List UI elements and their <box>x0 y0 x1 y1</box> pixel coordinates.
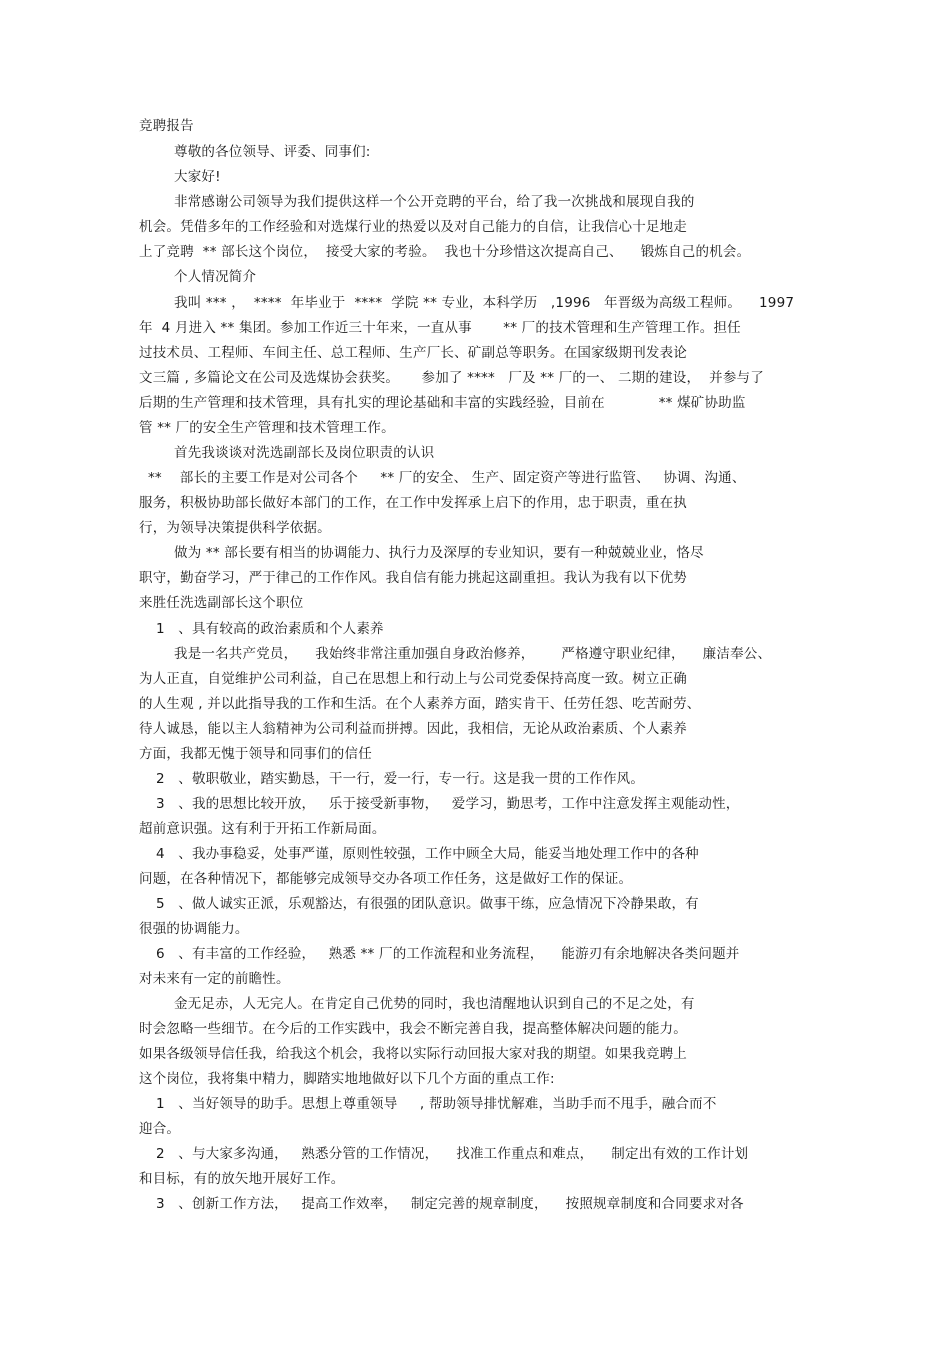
paragraph-line: 时会忽略一些细节。在今后的工作实践中，我会不断完善自我，提高整体解决问题的能力。 <box>139 1021 687 1037</box>
paragraph-line: 来胜任洗选副部长这个职位 <box>139 595 304 611</box>
paragraph-line: 服务，积极协助部长做好本部门的工作，在工作中发挥承上启下的作用，忠于职责，重在执 <box>139 495 687 511</box>
paragraph-line: 和目标，有的放矢地开展好工作。 <box>139 1171 345 1187</box>
list-item: 1 、当好领导的助手。思想上尊重领导 , 帮助领导排忧解难，当助手而不甩手，融合而不 <box>147 1096 717 1112</box>
document-title: 竞聘报告 <box>139 118 194 134</box>
paragraph-line: 我是一名共产党员， 我始终非常注重加强自身政治修养， 严格遵守职业纪律， 廉洁奉公、 <box>174 646 772 662</box>
section-heading: 个人情况简介 <box>174 269 257 285</box>
list-item: 4 、我办事稳妥，处事严谨，原则性较强，工作中顾全大局，能妥当地处理工作中的各种 <box>147 846 699 862</box>
paragraph-line: 行，为领导决策提供科学依据。 <box>139 520 331 536</box>
paragraph-line: 对未来有一定的前瞻性。 <box>139 971 290 987</box>
list-item: 2 、与大家多沟通， 熟悉分管的工作情况， 找准工作重点和难点， 制定出有效的工作计划 <box>147 1146 749 1162</box>
paragraph-line: 金无足赤，人无完人。在肯定自己优势的同时，我也清醒地认识到自己的不足之处，有 <box>174 996 695 1012</box>
greeting-line: 大家好! <box>174 169 221 185</box>
paragraph-line: 为人正直，自觉维护公司利益，自己在思想上和行动上与公司党委保持高度一致。树立正确 <box>139 671 687 687</box>
paragraph-line: 问题，在各种情况下，都能够完成领导交办各项工作任务，这是做好工作的保证。 <box>139 871 633 887</box>
paragraph-line: 方面，我都无愧于领导和同事们的信任 <box>139 746 372 762</box>
paragraph-line: 超前意识强。这有利于开拓工作新局面。 <box>139 821 386 837</box>
paragraph-line: 文三篇 , 多篇论文在公司及选煤协会获奖。 参加了 **** 厂及 ** 厂的一、 二期的建设， 并参与了 <box>139 370 764 386</box>
paragraph-line: 迎合。 <box>139 1121 181 1137</box>
list-item: 5 、做人诚实正派，乐观豁达，有很强的团队意识。做事干练，应急情况下冷静果敢，有 <box>147 896 699 912</box>
paragraph-line: 如果各级领导信任我，给我这个机会，我将以实际行动回报大家对我的期望。如果我竞聘上 <box>139 1046 687 1062</box>
paragraph-line: 上了竞聘 ** 部长这个岗位， 接受大家的考验。 我也十分珍惜这次提高自己、 锻炼自己的机会。 <box>139 244 751 260</box>
paragraph-line: ** 部长的主要工作是对公司各个 ** 厂的安全、 生产、固定资产等进行监管、 协调、沟通、 <box>139 470 746 486</box>
paragraph-line: 很强的协调能力。 <box>139 921 249 937</box>
list-item: 2 、敬职敬业，踏实勤恳，干一行，爱一行，专一行。这是我一贯的工作作风。 <box>147 771 645 787</box>
paragraph-line: 管 ** 厂的安全生产管理和技术管理工作。 <box>139 420 395 436</box>
paragraph-line: 待人诚恳，能以主人翁精神为公司利益而拼搏。因此，我相信，无论从政治素质、个人素养 <box>139 721 687 737</box>
list-item: 3 、创新工作方法， 提高工作效率， 制定完善的规章制度， 按照规章制度和合同要求对各 <box>147 1196 744 1212</box>
paragraph-line: 非常感谢公司领导为我们提供这样一个公开竞聘的平台，给了我一次挑战和展现自我的 <box>174 194 695 210</box>
paragraph-line: 的人生观 , 并以此指导我的工作和生活。在个人素养方面，踏实肯干、任劳任怨、吃苦耐劳、 <box>139 696 701 712</box>
paragraph-line: 后期的生产管理和技术管理，具有扎实的理论基础和丰富的实践经验，目前在 ** 煤矿协助监 <box>139 395 746 411</box>
paragraph-line: 年 4 月进入 ** 集团。参加工作近三十年来，一直从事 ** 厂的技术管理和生产管理工作。担任 <box>139 320 741 336</box>
paragraph-line: 过技术员、工程师、车间主任、总工程师、生产厂长、矿副总等职务。在国家级期刊发表论 <box>139 345 687 361</box>
list-item: 6 、有丰富的工作经验， 熟悉 ** 厂的工作流程和业务流程， 能游刃有余地解决各类问题并 <box>147 946 740 962</box>
paragraph-line: 职守，勤奋学习，严于律己的工作作风。我自信有能力挑起这副重担。我认为我有以下优势 <box>139 570 687 586</box>
salutation-line: 尊敬的各位领导、评委、同事们: <box>174 144 371 160</box>
paragraph-line: 这个岗位，我将集中精力，脚踏实地地做好以下几个方面的重点工作: <box>139 1071 555 1087</box>
paragraph-line: 我叫 *** ， **** 年毕业于 **** 学院 ** 专业，本科学历 ,1996 年晋级为高级工程师。 1997 <box>174 295 795 311</box>
paragraph-line: 做为 ** 部长要有相当的协调能力、执行力及深厚的专业知识，要有一种兢兢业业，恪尽 <box>174 545 704 561</box>
paragraph-line: 机会。凭借多年的工作经验和对选煤行业的热爱以及对自己能力的自信，让我信心十足地走 <box>139 219 687 235</box>
list-item: 3 、我的思想比较开放， 乐于接受新事物， 爱学习，勤思考，工作中注意发挥主观能动性， <box>147 796 740 812</box>
list-item: 1 、具有较高的政治素质和个人素养 <box>147 621 384 637</box>
section-heading: 首先我谈谈对洗选副部长及岗位职责的认识 <box>174 445 435 461</box>
